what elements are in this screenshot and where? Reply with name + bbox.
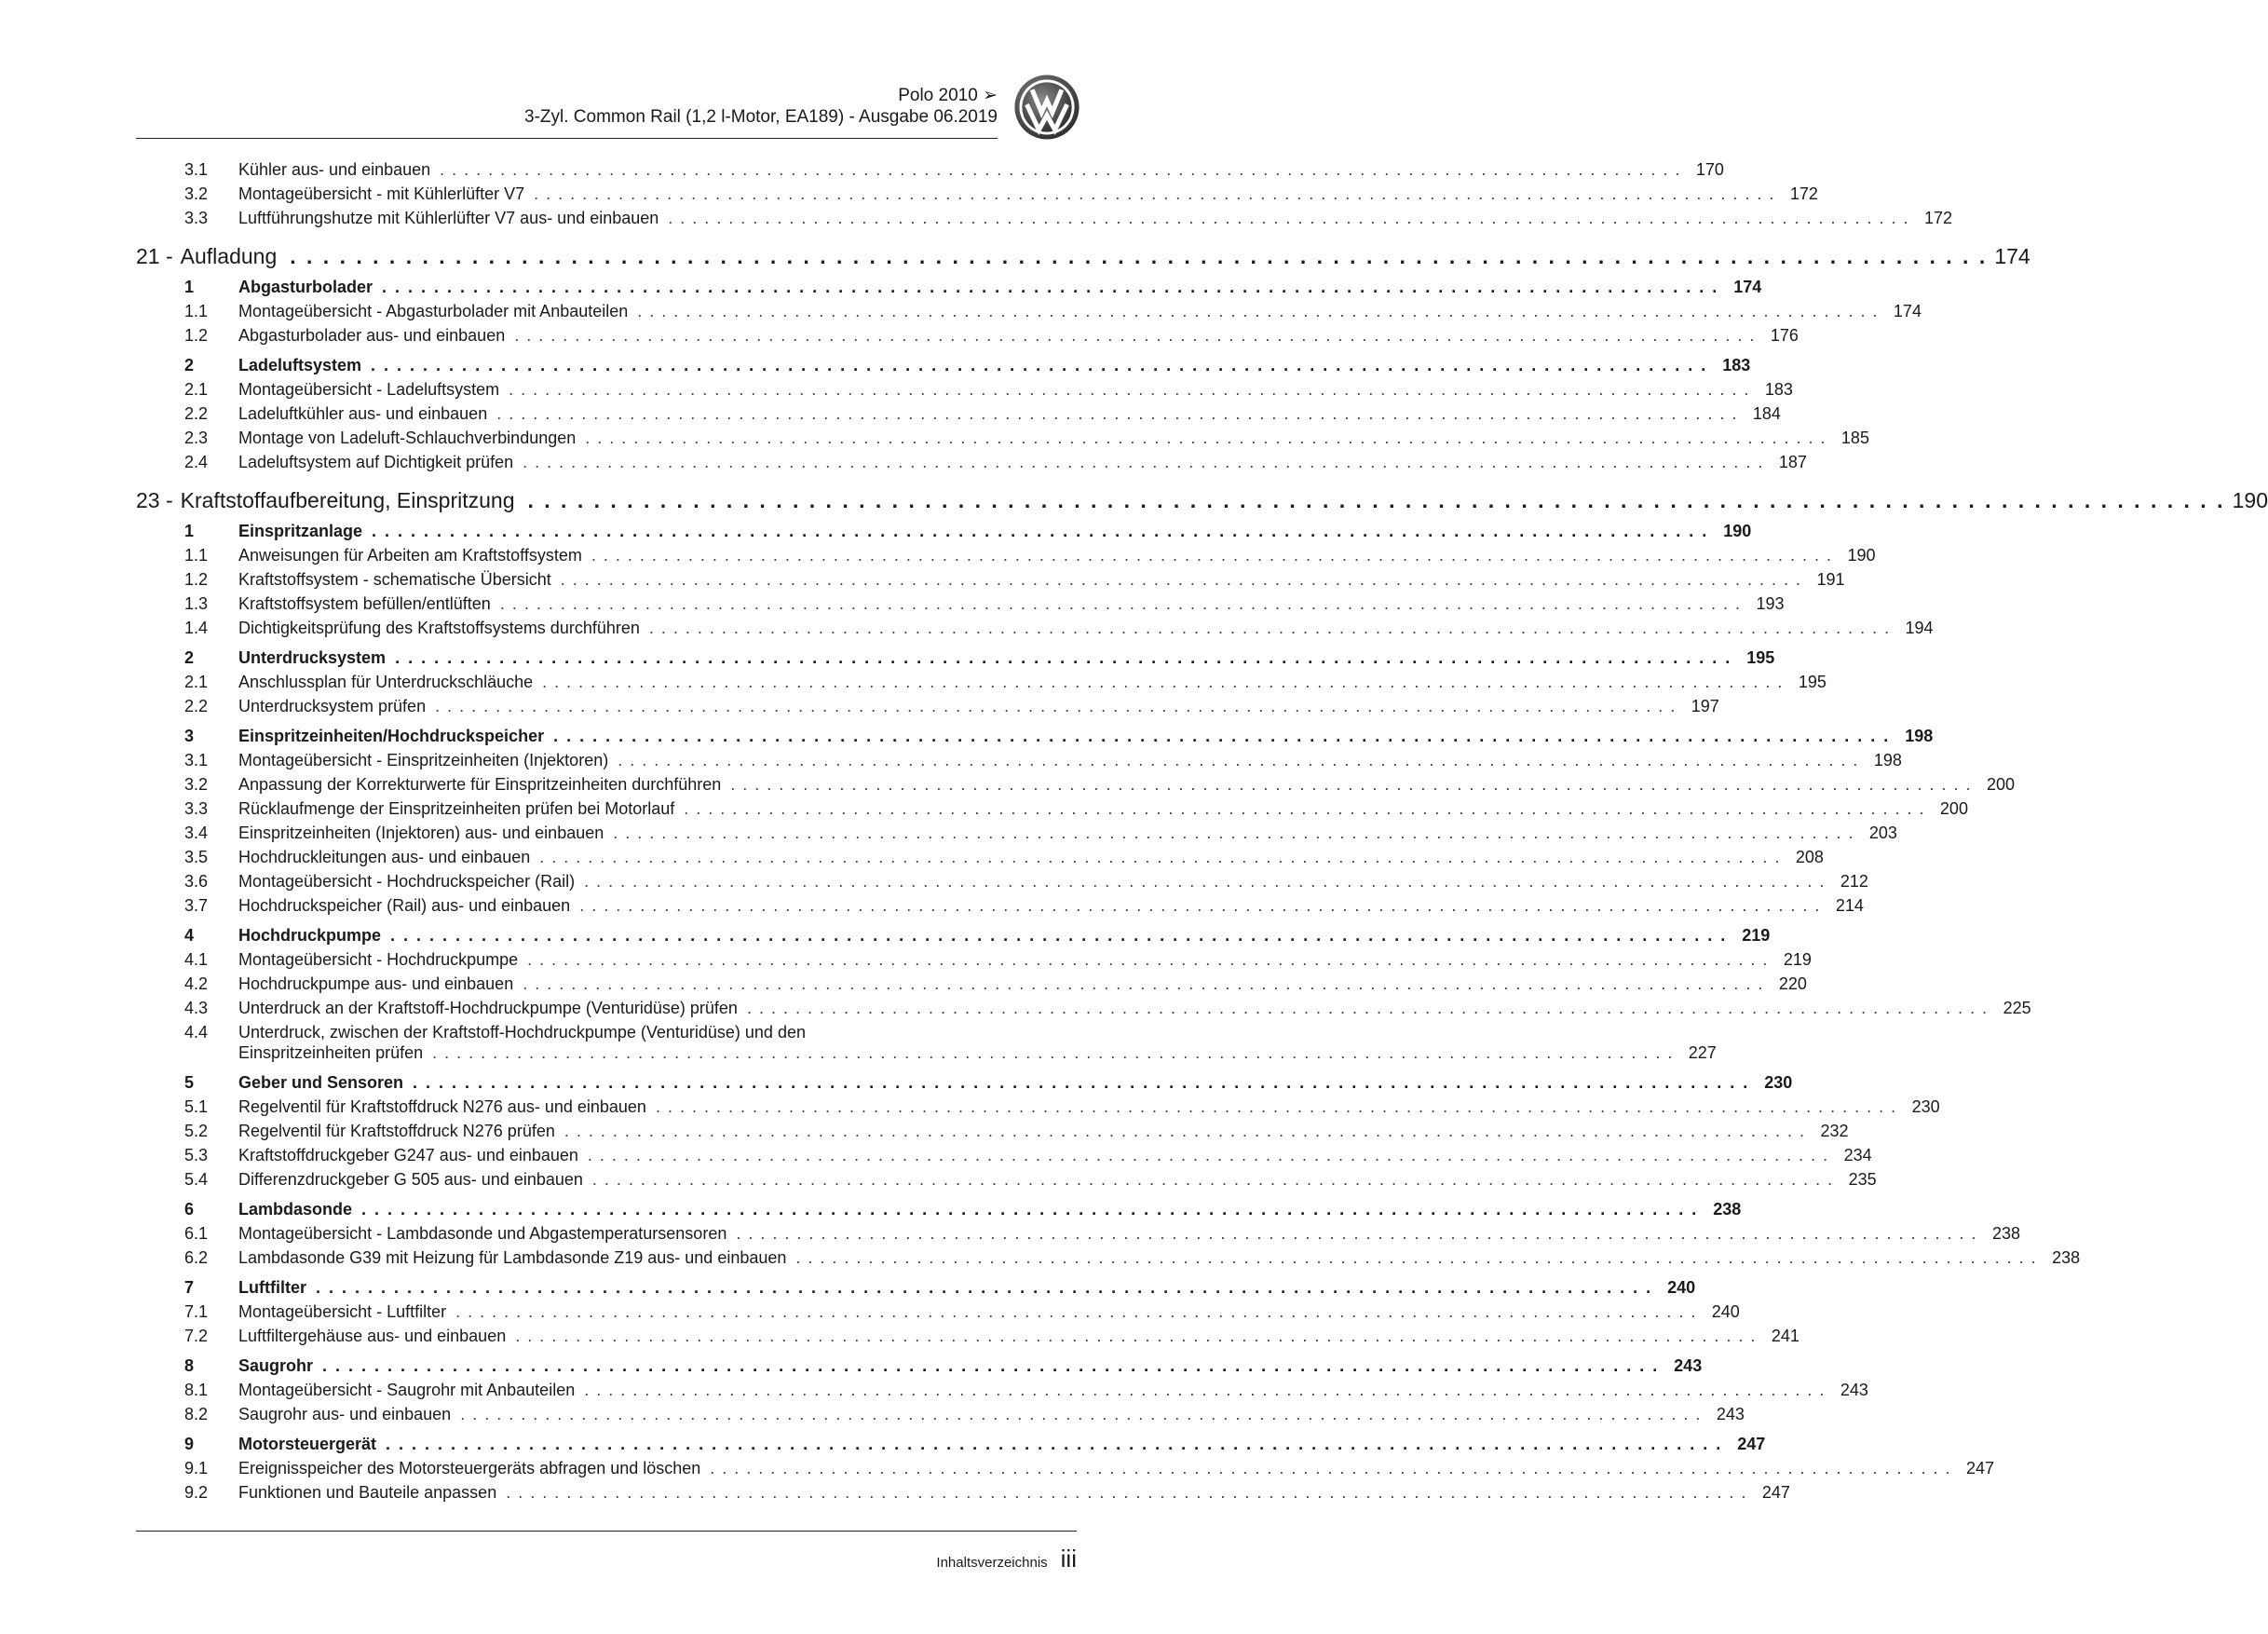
toc-title: Montageübersicht - Abgasturbolader mit Anbauteilen — [238, 302, 629, 320]
toc-number: 2 — [184, 356, 195, 374]
toc-leader-dots: . . . . . . . . . . . . . . . . . . . . . . . . . . . . . . . . . . . . . . . . . . . . . . . . . . . . . . . . . . . . . . . . . . . . . . . . . . . . . . . . . . . . . . . . . . . . . . . . . . . . . . . — [539, 848, 1781, 866]
toc-page-number: 190 — [2232, 488, 2268, 512]
toc-number: 3.2 — [184, 775, 209, 794]
toc-section[interactable] — [136, 1200, 1742, 1224]
toc-number: 7.2 — [184, 1327, 209, 1345]
toc-number: 9.2 — [184, 1483, 209, 1502]
toc-entry[interactable] — [136, 1483, 1790, 1507]
toc-page-number: 243 — [1716, 1405, 1745, 1423]
toc-title: Abgasturbolader — [238, 278, 373, 296]
toc-entry[interactable] — [136, 546, 1876, 570]
toc-page-number: 200 — [1986, 775, 2015, 794]
toc-number: 3.4 — [184, 824, 209, 842]
toc-number: 23 - — [136, 488, 173, 512]
toc-page-number: 227 — [1688, 1043, 1717, 1062]
toc-entry[interactable] — [136, 326, 1799, 350]
toc-title: Kraftstoffaufbereitung, Einspritzung — [180, 488, 515, 512]
toc-number: 5.1 — [184, 1097, 209, 1116]
toc-page-number: 194 — [1905, 619, 1934, 637]
toc-title: Rücklaufmenge der Einspritzeinheiten prüfen bei Motorlauf — [238, 799, 675, 818]
toc-title: Differenzdruckgeber G 505 aus- und einbauen — [238, 1170, 583, 1189]
toc-entry[interactable] — [136, 429, 1869, 453]
toc-number: 4.3 — [184, 999, 209, 1017]
toc-number: 6 — [184, 1200, 195, 1219]
toc-page-number: 225 — [2003, 999, 2031, 1017]
toc-number: 7 — [184, 1278, 195, 1297]
toc-page-number: 198 — [1873, 751, 1902, 769]
toc-page-number: 247 — [1965, 1459, 1994, 1477]
toc-page-number: 214 — [1835, 896, 1864, 915]
toc-entry[interactable] — [136, 1097, 1940, 1122]
toc-leader-dots: . . . . . . . . . . . . . . . . . . . . . . . . . . . . . . . . . . . . . . . . . . . . . . . . . . . . . . . . . . . . . . . . . . . . . . . . . . . . . . . . . . . . . . . . . . . . . . . . . . . . . . . — [382, 278, 1719, 296]
toc-page-number: 183 — [1764, 380, 1793, 399]
toc-page-number: 232 — [1820, 1122, 1849, 1140]
toc-entry[interactable] — [136, 453, 1807, 477]
toc-number: 9 — [184, 1435, 195, 1453]
toc-page-number: 240 — [1667, 1278, 1696, 1297]
toc-leader-dots: . . . . . . . . . . . . . . . . . . . . . . . . . . . . . . . . . . . . . . . . . . . . . . . . . . . . . . . . . . . . . . . . . . . . . . . . . . . . . . . . . . . . . . . . . . . . . . . . . . . . . . . — [527, 488, 2225, 512]
toc-title: Einspritzeinheiten (Injektoren) aus- und einbauen — [238, 824, 604, 842]
toc-number: 1.3 — [184, 594, 209, 613]
table-of-contents — [136, 160, 2268, 1507]
toc-title: Abgasturbolader aus- und einbauen — [238, 326, 506, 345]
toc-section[interactable] — [136, 1278, 1696, 1302]
toc-leader-dots: . . . . . . . . . . . . . . . . . . . . . . . . . . . . . . . . . . . . . . . . . . . . . . . . . . . . . . . . . . . . . . . . . . . . . . . . . . . . . . . . . . . . . . . . . . . . . . . . . . . . . . . — [515, 1327, 1757, 1345]
toc-title: Hochdruckleitungen aus- und einbauen — [238, 848, 531, 866]
toc-entry[interactable] — [136, 697, 1719, 721]
toc-number: 1 — [184, 522, 195, 540]
toc-leader-dots: . . . . . . . . . . . . . . . . . . . . . . . . . . . . . . . . . . . . . . . . . . . . . . . . . . . . . . . . . . . . . . . . . . . . . . . . . . . . . . . . . . . . . . . . . . . . . . . . . . . . . . . — [386, 1435, 1723, 1453]
toc-title: Lambdasonde — [238, 1200, 353, 1219]
toc-leader-dots: . . . . . . . . . . . . . . . . . . . . . . . . . . . . . . . . . . . . . . . . . . . . . . . . . . . . . . . . . . . . . . . . . . . . . . . . . . . . . . . . . . . . . . . . . . . . . . . . . . . . . . . — [655, 1097, 1897, 1116]
toc-entry[interactable] — [136, 999, 2031, 1023]
toc-number: 6.2 — [184, 1248, 209, 1267]
toc-page-number: 219 — [1742, 926, 1771, 945]
toc-title: Montageübersicht - Saugrohr mit Anbauteilen — [238, 1381, 576, 1399]
toc-page-number: 240 — [1711, 1302, 1740, 1321]
toc-title: Funktionen und Bauteile anpassen — [238, 1483, 497, 1502]
toc-page-number: 243 — [1840, 1381, 1868, 1399]
toc-page-number: 174 — [1893, 302, 1922, 320]
toc-entry[interactable] — [136, 1224, 2021, 1248]
toc-page-number: 247 — [1737, 1435, 1766, 1453]
toc-title: Unterdruck an der Kraftstoff-Hochdruckpumpe (Venturidüse) prüfen — [238, 999, 738, 1017]
toc-title: Hochdruckpumpe — [238, 926, 382, 945]
toc-title: Luftfiltergehäuse aus- und einbauen — [238, 1327, 507, 1345]
engine-line: 3-Zyl. Common Rail (1,2 l-Motor, EA189) - Ausgabe 06.2019 — [524, 107, 998, 127]
toc-chapter[interactable] — [136, 488, 2268, 516]
toc-title: Kraftstoffsystem - schematische Übersicht — [238, 570, 551, 589]
toc-leader-dots: . . . . . . . . . . . . . . . . . . . . . . . . . . . . . . . . . . . . . . . . . . . . . . . . . . . . . . . . . . . . . . . . . . . . . . . . . . . . . . . . . . . . . . . . . . . . . . . . . . . . . . . — [584, 1381, 1826, 1399]
toc-title: Anschlussplan für Unterdruckschläuche — [238, 673, 534, 691]
toc-entry[interactable] — [136, 1302, 1740, 1327]
toc-leader-dots: . . . . . . . . . . . . . . . . . . . . . . . . . . . . . . . . . . . . . . . . . . . . . . . . . . . . . . . . . . . . . . . . . . . . . . . . . . . . . . . . . . . . . . . . . . . . . . . . . . . . . . . — [579, 896, 1821, 915]
toc-page-number: 243 — [1674, 1356, 1703, 1375]
toc-page-number: 187 — [1778, 453, 1807, 471]
toc-leader-dots: . . . . . . . . . . . . . . . . . . . . . . . . . . . . . . . . . . . . . . . . . . . . . . . . . . . . . . . . . . . . . . . . . . . . . . . . . . . . . . . . . . . . . . . . . . . . . . . . . . . . . . . — [648, 619, 1891, 637]
toc-number: 3.3 — [184, 209, 209, 227]
toc-number: 6.1 — [184, 1224, 209, 1243]
toc-entry[interactable] — [136, 160, 1724, 184]
toc-title: Ladeluftkühler aus- und einbauen — [238, 404, 488, 423]
toc-section[interactable] — [136, 648, 1775, 673]
toc-number: 3.5 — [184, 848, 209, 866]
toc-number: 3.2 — [184, 184, 209, 203]
toc-number: 7.1 — [184, 1302, 209, 1321]
toc-leader-dots: . . . . . . . . . . . . . . . . . . . . . . . . . . . . . . . . . . . . . . . . . . . . . . . . . . . . . . . . . . . . . . . . . . . . . . . . . . . . . . . . . . . . . . . . . . . . . . . . . . . . . . . — [542, 673, 1784, 691]
toc-title: Montageübersicht - Einspritzeinheiten (Injektoren) — [238, 751, 609, 769]
toc-number: 8.2 — [184, 1405, 209, 1423]
toc-entry[interactable] — [136, 619, 1934, 643]
toc-page-number: 219 — [1783, 950, 1812, 969]
toc-title: Montageübersicht - mit Kühlerlüfter V7 — [238, 184, 525, 203]
toc-title: Kühler aus- und einbauen — [238, 160, 431, 179]
toc-chapter[interactable] — [136, 244, 2030, 272]
toc-number: 3 — [184, 727, 195, 745]
toc-leader-dots: . . . . . . . . . . . . . . . . . . . . . . . . . . . . . . . . . . . . . . . . . . . . . . . . . . . . . . . . . . . . . . . . . . . . . . . . . . . . . . . . . . . . . . . . . . . . . . . . . . . . . . . — [591, 1170, 1834, 1189]
toc-leader-dots: . . . . . . . . . . . . . . . . . . . . . . . . . . . . . . . . . . . . . . . . . . . . . . . . . . . . . . . . . . . . . . . . . . . . . . . . . . . . . . . . . . . . . . . . . . . . . . . . . . . . . . . — [585, 429, 1827, 447]
toc-entry[interactable] — [136, 751, 1902, 775]
toc-page-number: 195 — [1798, 673, 1827, 691]
footer-label: Inhaltsverzeichnis — [936, 1555, 1048, 1571]
model-line: Polo 2010 ➢ — [898, 86, 998, 105]
toc-page-number: 176 — [1770, 326, 1799, 345]
toc-entry[interactable] — [136, 1405, 1745, 1429]
vw-logo-icon — [1013, 74, 1080, 141]
toc-page-number: 238 — [1713, 1200, 1742, 1219]
toc-page-number: 212 — [1840, 872, 1868, 891]
toc-entry[interactable] — [136, 184, 1818, 209]
toc-entry[interactable] — [136, 404, 1781, 429]
toc-title: Montage von Ladeluft-Schlauchverbindungen — [238, 429, 577, 447]
toc-page-number: 190 — [1847, 546, 1876, 565]
toc-title: Luftführungshutze mit Kühlerlüfter V7 aus- und einbauen — [238, 209, 659, 227]
toc-page-number: 208 — [1795, 848, 1824, 866]
toc-number: 2.2 — [184, 697, 209, 715]
toc-entry[interactable] — [136, 380, 1793, 404]
toc-number: 1 — [184, 278, 195, 296]
toc-number: 5.4 — [184, 1170, 209, 1189]
toc-section[interactable] — [136, 1435, 1766, 1459]
toc-page-number: 230 — [1764, 1073, 1793, 1092]
toc-number: 9.1 — [184, 1459, 209, 1477]
toc-page-number: 170 — [1695, 160, 1724, 179]
toc-number: 3.7 — [184, 896, 209, 915]
toc-number: 2.3 — [184, 429, 209, 447]
toc-page-number: 203 — [1868, 824, 1897, 842]
toc-title: Einspritzeinheiten/Hochdruckspeicher — [238, 727, 545, 745]
toc-title: Aufladung — [180, 244, 278, 268]
toc-leader-dots: . . . . . . . . . . . . . . . . . . . . . . . . . . . . . . . . . . . . . . . . . . . . . . . . . . . . . . . . . . . . . . . . . . . . . . . . . . . . . . . . . . . . . . . . . . . . . . . . . . . . . . . — [395, 648, 1732, 667]
toc-entry[interactable] — [136, 570, 1845, 594]
toc-leader-dots: . . . . . . . . . . . . . . . . . . . . . . . . . . . . . . . . . . . . . . . . . . . . . . . . . . . . . . . . . . . . . . . . . . . . . . . . . . . . . . . . . . . . . . . . . . . . . . . . . . . . . . . — [527, 950, 1769, 969]
toc-entry[interactable] — [136, 302, 1922, 326]
toc-section[interactable] — [136, 727, 1934, 751]
toc-entry[interactable] — [136, 974, 1807, 999]
toc-number: 1.2 — [184, 570, 209, 589]
toc-entry[interactable] — [136, 209, 1952, 233]
toc-section[interactable] — [136, 356, 1751, 380]
toc-title: Montageübersicht - Hochdruckspeicher (Rail) — [238, 872, 576, 891]
toc-title: Einspritzanlage — [238, 522, 363, 540]
toc-page-number: 195 — [1746, 648, 1775, 667]
toc-leader-dots: . . . . . . . . . . . . . . . . . . . . . . . . . . . . . . . . . . . . . . . . . . . . . . . . . . . . . . . . . . . . . . . . . . . . . . . . . . . . . . . . . . . . . . . . . . . . . . . . . . . . . . . — [509, 380, 1750, 399]
toc-entry[interactable] — [136, 1459, 1994, 1483]
toc-title: Hochdruckpumpe aus- und einbauen — [238, 974, 514, 993]
toc-leader-dots: . . . . . . . . . . . . . . . . . . . . . . . . . . . . . . . . . . . . . . . . . . . . . . . . . . . . . . . . . . . . . . . . . . . . . . . . . . . . . . . . . . . . . . . . . . . . . . . . . . . . . . . — [440, 160, 1681, 179]
toc-entry[interactable] — [136, 673, 1827, 697]
toc-leader-dots: . . . . . . . . . . . . . . . . . . . . . . . . . . . . . . . . . . . . . . . . . . . . . . . . . . . . . . . . . . . . . . . . . . . . . . . . . . . . . . . . . . . . . . . . . . . . . . . . . . . . . . . — [290, 244, 1988, 268]
toc-leader-dots: . . . . . . . . . . . . . . . . . . . . . . . . . . . . . . . . . . . . . . . . . . . . . . . . . . . . . . . . . . . . . . . . . . . . . . . . . . . . . . . . . . . . . . . . . . . . . . . . . . . . . . . — [371, 356, 1708, 374]
toc-page-number: 193 — [1756, 594, 1785, 613]
toc-title: Ladeluftsystem auf Dichtigkeit prüfen — [238, 453, 514, 471]
page-footer — [936, 1545, 1077, 1573]
toc-leader-dots: . . . . . . . . . . . . . . . . . . . . . . . . . . . . . . . . . . . . . . . . . . . . . . . . . . . . . . . . . . . . . . . . . . . . . . . . . . . . . . . . . . . . . . . . . . . . . . . . . . . . . . . — [496, 404, 1738, 423]
toc-leader-dots: . . . . . . . . . . . . . . . . . . . . . . . . . . . . . . . . . . . . . . . . . . . . . . . . . . . . . . . . . . . . . . . . . . . . . . . . . . . . . . . . . . . . . . . . . . . . . . . . . . . . . . . — [523, 974, 1764, 993]
toc-entry[interactable] — [136, 1023, 1077, 1043]
toc-number: 21 - — [136, 244, 173, 268]
toc-page-number: 174 — [1994, 244, 2030, 268]
toc-leader-dots: . . . . . . . . . . . . . . . . . . . . . . . . . . . . . . . . . . . . . . . . . . . . . . . . . . . . . . . . . . . . . . . . . . . . . . . . . . . . . . . . . . . . . . . . . . . . . . . . . . . . . . . — [460, 1405, 1702, 1423]
toc-leader-dots: . . . . . . . . . . . . . . . . . . . . . . . . . . . . . . . . . . . . . . . . . . . . . . . . . . . . . . . . . . . . . . . . . . . . . . . . . . . . . . . . . . . . . . . . . . . . . . . . . . . . . . . — [668, 209, 1909, 227]
toc-number: 4 — [184, 926, 195, 945]
toc-title: Unterdruck, zwischen der Kraftstoff-Hochdruckpumpe (Venturidüse) und den — [238, 1023, 806, 1042]
toc-leader-dots: . . . . . . . . . . . . . . . . . . . . . . . . . . . . . . . . . . . . . . . . . . . . . . . . . . . . . . . . . . . . . . . . . . . . . . . . . . . . . . . . . . . . . . . . . . . . . . . . . . . . . . . — [435, 697, 1677, 715]
toc-page-number: 238 — [2052, 1248, 2081, 1267]
toc-leader-dots: . . . . . . . . . . . . . . . . . . . . . . . . . . . . . . . . . . . . . . . . . . . . . . . . . . . . . . . . . . . . . . . . . . . . . . . . . . . . . . . . . . . . . . . . . . . . . . . . . . . . . . . — [432, 1043, 1674, 1062]
toc-page-number: 247 — [1761, 1483, 1790, 1502]
toc-leader-dots: . . . . . . . . . . . . . . . . . . . . . . . . . . . . . . . . . . . . . . . . . . . . . . . . . . . . . . . . . . . . . . . . . . . . . . . . . . . . . . . . . . . . . . . . . . . . . . . . . . . . . . . — [613, 824, 1854, 842]
toc-page-number: 185 — [1840, 429, 1869, 447]
toc-title: Lambdasonde G39 mit Heizung für Lambdasonde Z19 aus- und einbauen — [238, 1248, 787, 1267]
toc-entry[interactable] — [136, 594, 1785, 619]
toc-entry[interactable] — [136, 1248, 2081, 1273]
toc-section[interactable] — [136, 1356, 1703, 1381]
toc-page-number: 183 — [1722, 356, 1751, 374]
toc-page-number: 191 — [1816, 570, 1845, 589]
toc-title: Montageübersicht - Ladeluftsystem — [238, 380, 500, 399]
toc-number: 2.4 — [184, 453, 209, 471]
toc-leader-dots: . . . . . . . . . . . . . . . . . . . . . . . . . . . . . . . . . . . . . . . . . . . . . . . . . . . . . . . . . . . . . . . . . . . . . . . . . . . . . . . . . . . . . . . . . . . . . . . . . . . . . . . — [514, 326, 1756, 345]
toc-leader-dots: . . . . . . . . . . . . . . . . . . . . . . . . . . . . . . . . . . . . . . . . . . . . . . . . . . . . . . . . . . . . . . . . . . . . . . . . . . . . . . . . . . . . . . . . . . . . . . . . . . . . . . . — [499, 594, 1742, 613]
toc-number: 2.2 — [184, 404, 209, 423]
toc-page-number: 184 — [1752, 404, 1781, 423]
toc-number: 3.3 — [184, 799, 209, 818]
toc-number: 2.1 — [184, 673, 209, 691]
toc-page-number: 238 — [1992, 1224, 2021, 1243]
toc-title: Montageübersicht - Hochdruckpumpe — [238, 950, 519, 969]
toc-leader-dots: . . . . . . . . . . . . . . . . . . . . . . . . . . . . . . . . . . . . . . . . . . . . . . . . . . . . . . . . . . . . . . . . . . . . . . . . . . . . . . . . . . . . . . . . . . . . . . . . . . . . . . . — [584, 872, 1826, 891]
toc-title: Einspritzeinheiten prüfen — [238, 1043, 424, 1062]
toc-page-number: 172 — [1789, 184, 1818, 203]
toc-entry[interactable] — [136, 896, 1864, 920]
toc-title: Unterdrucksystem — [238, 648, 387, 667]
toc-leader-dots: . . . . . . . . . . . . . . . . . . . . . . . . . . . . . . . . . . . . . . . . . . . . . . . . . . . . . . . . . . . . . . . . . . . . . . . . . . . . . . . . . . . . . . . . . . . . . . . . . . . . . . . — [390, 926, 1728, 945]
toc-title: Luftfilter — [238, 1278, 306, 1297]
toc-leader-dots: . . . . . . . . . . . . . . . . . . . . . . . . . . . . . . . . . . . . . . . . . . . . . . . . . . . . . . . . . . . . . . . . . . . . . . . . . . . . . . . . . . . . . . . . . . . . . . . . . . . . . . . — [361, 1200, 1699, 1219]
toc-number: 3.1 — [184, 751, 209, 769]
toc-number: 2.1 — [184, 380, 209, 399]
toc-title: Montageübersicht - Luftfilter — [238, 1302, 447, 1321]
toc-number: 4.1 — [184, 950, 209, 969]
toc-title: Kraftstoffdruckgeber G247 aus- und einbauen — [238, 1146, 578, 1164]
toc-leader-dots: . . . . . . . . . . . . . . . . . . . . . . . . . . . . . . . . . . . . . . . . . . . . . . . . . . . . . . . . . . . . . . . . . . . . . . . . . . . . . . . . . . . . . . . . . . . . . . . . . . . . . . . — [523, 453, 1764, 471]
toc-title: Regelventil für Kraftstoffdruck N276 aus- und einbauen — [238, 1097, 646, 1116]
toc-section[interactable] — [136, 926, 1771, 950]
toc-title: Hochdruckspeicher (Rail) aus- und einbauen — [238, 896, 571, 915]
toc-leader-dots: . . . . . . . . . . . . . . . . . . . . . . . . . . . . . . . . . . . . . . . . . . . . . . . . . . . . . . . . . . . . . . . . . . . . . . . . . . . . . . . . . . . . . . . . . . . . . . . . . . . . . . . — [534, 184, 1775, 203]
footer-page-number: iii — [1060, 1545, 1077, 1573]
toc-number: 2 — [184, 648, 195, 667]
toc-leader-dots: . . . . . . . . . . . . . . . . . . . . . . . . . . . . . . . . . . . . . . . . . . . . . . . . . . . . . . . . . . . . . . . . . . . . . . . . . . . . . . . . . . . . . . . . . . . . . . . . . . . . . . . — [564, 1122, 1806, 1140]
toc-number: 1.4 — [184, 619, 209, 637]
page-header — [136, 86, 998, 129]
toc-number: 1.1 — [184, 302, 209, 320]
toc-entry[interactable] — [136, 1381, 1868, 1405]
toc-title: Ereignisspeicher des Motorsteuergeräts abfragen und löschen — [238, 1459, 701, 1477]
header-divider — [136, 138, 998, 139]
toc-entry[interactable] — [136, 1170, 1877, 1194]
toc-entry[interactable] — [136, 950, 1812, 974]
toc-entry[interactable] — [136, 775, 2015, 799]
toc-page-number: 198 — [1905, 727, 1934, 745]
toc-number: 3.6 — [184, 872, 209, 891]
toc-leader-dots: . . . . . . . . . . . . . . . . . . . . . . . . . . . . . . . . . . . . . . . . . . . . . . . . . . . . . . . . . . . . . . . . . . . . . . . . . . . . . . . . . . . . . . . . . . . . . . . . . . . . . . . — [736, 1224, 1978, 1243]
toc-page-number: 197 — [1691, 697, 1719, 715]
toc-leader-dots: . . . . . . . . . . . . . . . . . . . . . . . . . . . . . . . . . . . . . . . . . . . . . . . . . . . . . . . . . . . . . . . . . . . . . . . . . . . . . . . . . . . . . . . . . . . . . . . . . . . . . . . — [746, 999, 1989, 1017]
toc-leader-dots: . . . . . . . . . . . . . . . . . . . . . . . . . . . . . . . . . . . . . . . . . . . . . . . . . . . . . . . . . . . . . . . . . . . . . . . . . . . . . . . . . . . . . . . . . . . . . . . . . . . . . . . — [730, 775, 1972, 794]
toc-title: Saugrohr aus- und einbauen — [238, 1405, 452, 1423]
toc-number: 4.2 — [184, 974, 209, 993]
toc-leader-dots: . . . . . . . . . . . . . . . . . . . . . . . . . . . . . . . . . . . . . . . . . . . . . . . . . . . . . . . . . . . . . . . . . . . . . . . . . . . . . . . . . . . . . . . . . . . . . . . . . . . . . . . — [710, 1459, 1951, 1477]
toc-page-number: 200 — [1939, 799, 1968, 818]
toc-page-number: 174 — [1733, 278, 1762, 296]
toc-entry[interactable] — [136, 848, 1824, 872]
toc-title: Regelventil für Kraftstoffdruck N276 prüfen — [238, 1122, 555, 1140]
toc-page-number: 172 — [1923, 209, 1952, 227]
toc-section[interactable] — [136, 1073, 1793, 1097]
toc-number: 3.1 — [184, 160, 209, 179]
toc-number: 5.2 — [184, 1122, 209, 1140]
toc-number: 8.1 — [184, 1381, 209, 1399]
toc-number: 1.2 — [184, 326, 209, 345]
toc-leader-dots: . . . . . . . . . . . . . . . . . . . . . . . . . . . . . . . . . . . . . . . . . . . . . . . . . . . . . . . . . . . . . . . . . . . . . . . . . . . . . . . . . . . . . . . . . . . . . . . . . . . . . . . — [637, 302, 1879, 320]
toc-title: Montageübersicht - Lambdasonde und Abgastemperatursensoren — [238, 1224, 727, 1243]
toc-leader-dots: . . . . . . . . . . . . . . . . . . . . . . . . . . . . . . . . . . . . . . . . . . . . . . . . . . . . . . . . . . . . . . . . . . . . . . . . . . . . . . . . . . . . . . . . . . . . . . . . . . . . . . . — [372, 522, 1709, 540]
toc-leader-dots: . . . . . . . . . . . . . . . . . . . . . . . . . . . . . . . . . . . . . . . . . . . . . . . . . . . . . . . . . . . . . . . . . . . . . . . . . . . . . . . . . . . . . . . . . . . . . . . . . . . . . . . — [587, 1146, 1829, 1164]
toc-entry[interactable] — [136, 1043, 1717, 1068]
toc-title: Ladeluftsystem — [238, 356, 362, 374]
footer-divider — [136, 1531, 1077, 1532]
toc-number: 4.4 — [184, 1023, 209, 1042]
toc-page-number: 220 — [1778, 974, 1807, 993]
toc-page-number: 235 — [1848, 1170, 1877, 1189]
toc-title: Kraftstoffsystem befüllen/entlüften — [238, 594, 491, 613]
toc-leader-dots: . . . . . . . . . . . . . . . . . . . . . . . . . . . . . . . . . . . . . . . . . . . . . . . . . . . . . . . . . . . . . . . . . . . . . . . . . . . . . . . . . . . . . . . . . . . . . . . . . . . . . . . — [795, 1248, 2038, 1267]
toc-title: Geber und Sensoren — [238, 1073, 404, 1092]
toc-leader-dots: . . . . . . . . . . . . . . . . . . . . . . . . . . . . . . . . . . . . . . . . . . . . . . . . . . . . . . . . . . . . . . . . . . . . . . . . . . . . . . . . . . . . . . . . . . . . . . . . . . . . . . . — [684, 799, 1925, 818]
toc-page-number: 230 — [1911, 1097, 1940, 1116]
toc-title: Motorsteuergerät — [238, 1435, 377, 1453]
toc-entry[interactable] — [136, 824, 1897, 848]
toc-number: 5.3 — [184, 1146, 209, 1164]
toc-number: 1.1 — [184, 546, 209, 565]
toc-section[interactable] — [136, 522, 1752, 546]
toc-page-number: 190 — [1723, 522, 1752, 540]
toc-number: 8 — [184, 1356, 195, 1375]
toc-entry[interactable] — [136, 1327, 1799, 1351]
toc-leader-dots: . . . . . . . . . . . . . . . . . . . . . . . . . . . . . . . . . . . . . . . . . . . . . . . . . . . . . . . . . . . . . . . . . . . . . . . . . . . . . . . . . . . . . . . . . . . . . . . . . . . . . . . — [591, 546, 1833, 565]
toc-entry[interactable] — [136, 1146, 1872, 1170]
toc-entry[interactable] — [136, 872, 1868, 896]
toc-leader-dots: . . . . . . . . . . . . . . . . . . . . . . . . . . . . . . . . . . . . . . . . . . . . . . . . . . . . . . . . . . . . . . . . . . . . . . . . . . . . . . . . . . . . . . . . . . . . . . . . . . . . . . . — [560, 570, 1802, 589]
toc-leader-dots: . . . . . . . . . . . . . . . . . . . . . . . . . . . . . . . . . . . . . . . . . . . . . . . . . . . . . . . . . . . . . . . . . . . . . . . . . . . . . . . . . . . . . . . . . . . . . . . . . . . . . . . — [315, 1278, 1653, 1297]
toc-title: Dichtigkeitsprüfung des Kraftstoffsystems durchführen — [238, 619, 640, 637]
toc-entry[interactable] — [136, 1122, 1849, 1146]
toc-leader-dots: . . . . . . . . . . . . . . . . . . . . . . . . . . . . . . . . . . . . . . . . . . . . . . . . . . . . . . . . . . . . . . . . . . . . . . . . . . . . . . . . . . . . . . . . . . . . . . . . . . . . . . . — [553, 727, 1891, 745]
toc-section[interactable] — [136, 278, 1762, 302]
toc-title: Anweisungen für Arbeiten am Kraftstoffsystem — [238, 546, 582, 565]
toc-leader-dots: . . . . . . . . . . . . . . . . . . . . . . . . . . . . . . . . . . . . . . . . . . . . . . . . . . . . . . . . . . . . . . . . . . . . . . . . . . . . . . . . . . . . . . . . . . . . . . . . . . . . . . . — [618, 751, 1859, 769]
toc-leader-dots: . . . . . . . . . . . . . . . . . . . . . . . . . . . . . . . . . . . . . . . . . . . . . . . . . . . . . . . . . . . . . . . . . . . . . . . . . . . . . . . . . . . . . . . . . . . . . . . . . . . . . . . — [322, 1356, 1660, 1375]
toc-page-number: 234 — [1843, 1146, 1872, 1164]
toc-title: Anpassung der Korrekturwerte für Einspritzeinheiten durchführen — [238, 775, 722, 794]
toc-leader-dots: . . . . . . . . . . . . . . . . . . . . . . . . . . . . . . . . . . . . . . . . . . . . . . . . . . . . . . . . . . . . . . . . . . . . . . . . . . . . . . . . . . . . . . . . . . . . . . . . . . . . . . . — [413, 1073, 1750, 1092]
toc-title: Saugrohr — [238, 1356, 314, 1375]
toc-leader-dots: . . . . . . . . . . . . . . . . . . . . . . . . . . . . . . . . . . . . . . . . . . . . . . . . . . . . . . . . . . . . . . . . . . . . . . . . . . . . . . . . . . . . . . . . . . . . . . . . . . . . . . . — [506, 1483, 1747, 1502]
toc-number: 5 — [184, 1073, 195, 1092]
toc-leader-dots: . . . . . . . . . . . . . . . . . . . . . . . . . . . . . . . . . . . . . . . . . . . . . . . . . . . . . . . . . . . . . . . . . . . . . . . . . . . . . . . . . . . . . . . . . . . . . . . . . . . . . . . — [455, 1302, 1697, 1321]
toc-entry[interactable] — [136, 799, 1968, 824]
toc-page-number: 241 — [1771, 1327, 1799, 1345]
toc-title: Unterdrucksystem prüfen — [238, 697, 427, 715]
